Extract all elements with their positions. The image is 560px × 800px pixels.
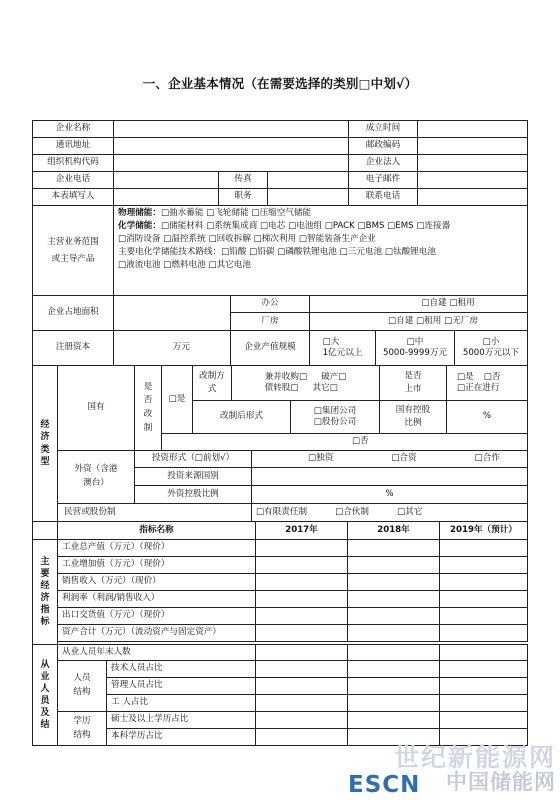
physical-storage-options: □抽水蓄能 □飞轮储能 □压缩空气储能	[160, 208, 312, 218]
indicator-value-cell	[347, 573, 440, 591]
indicator-row-label: 工业总产值（万元）（现价）	[57, 539, 256, 557]
email-label: 电子邮件	[348, 171, 418, 189]
indicator-row-label: 销售收入（万元）（现价）	[57, 573, 256, 591]
econ-type-section: 经济类型	[32, 365, 58, 522]
edu-structure-label: 学历结构	[57, 711, 107, 746]
indicator-value-cell	[255, 573, 348, 591]
tech-route-options-1: 主要电化学储能技术路线：□铅酸 □铅碳 □磷酸铁锂电池 □三元电池 □钛酸锂电池	[118, 246, 436, 257]
email-value	[417, 171, 528, 189]
method-bankruptcy: 破产□	[321, 371, 347, 382]
method-merger: 兼并收购□	[264, 371, 308, 382]
private-label: 民营或股份制	[57, 503, 252, 522]
post-reform-label: 改制后形式	[192, 400, 291, 434]
year-2017-header: 2017年	[255, 521, 348, 540]
land-area-label: 企业占地面积	[32, 295, 114, 331]
indicators-section: 主要经济指标	[32, 539, 58, 645]
share-company: □股份公司	[313, 416, 357, 427]
listed-options	[446, 365, 528, 401]
staff-section: 从业人员及结	[32, 644, 58, 746]
year-end-2017	[255, 644, 348, 661]
year-2018-header: 2018年	[347, 521, 440, 540]
staff-value-cell	[255, 694, 348, 712]
established-label: 成立时间	[348, 120, 418, 138]
phone-label: 企业电话	[32, 171, 114, 189]
private-other: □其它	[397, 506, 423, 517]
postcode-value	[417, 137, 528, 155]
year-end-staff-label: 从业人员年末人数	[57, 644, 256, 661]
scale-small-checkbox: □小	[482, 336, 500, 347]
indicator-value-cell	[439, 624, 528, 642]
invest-coop: □合作	[474, 453, 500, 464]
scale-small-text: 5000万元以下	[462, 347, 520, 358]
office-label: 办公	[230, 295, 310, 313]
chemical-storage-options-1: □储能材料 □系统集成商 □电芯 □电池组 □PACK □BMS □EMS □连接器	[160, 220, 451, 231]
contact-phone-label: 联系电话	[348, 188, 418, 206]
watermark-cn: 世纪新能源网	[393, 743, 556, 772]
mgmt-ratio-label: 管理人员占比	[106, 677, 256, 695]
tech-ratio-label: 技术人员占比	[106, 660, 256, 678]
reformed-question: 是否改制	[134, 365, 162, 451]
scale-large-text: 1亿元以上	[322, 347, 363, 358]
tech-route-options-2: □液流电池 □燃料电池 □其它电池	[118, 259, 251, 270]
indicator-value-cell	[347, 624, 440, 642]
indicator-value-cell	[255, 556, 348, 574]
chemical-storage-options-2: □消防设备 □温控系统 □回收拆解 □梯次利用 □智能装备生产企业	[118, 233, 376, 244]
bachelor-ratio-label: 本科学历占比	[106, 728, 256, 746]
listed-yes: □是	[457, 371, 474, 382]
indicator-value-cell	[439, 607, 528, 625]
state-holding-ratio-value: %	[446, 400, 528, 434]
position-value	[267, 188, 349, 206]
staff-value-cell	[439, 660, 528, 678]
reformed-no: □否	[161, 433, 528, 451]
indicator-value-cell	[439, 590, 528, 608]
output-scale-large	[309, 330, 376, 366]
filler-label: 本表填写人	[32, 188, 114, 206]
foreign-label: 外资（含港澳台）	[57, 450, 135, 504]
scale-large-checkbox: □大	[322, 336, 340, 347]
master-ratio-label: 硕士及以上学历占比	[106, 711, 256, 729]
indicator-name-header: 指标名称	[57, 521, 256, 540]
source-country-value	[251, 467, 528, 486]
indicator-row-label: 工业增加值（万元）（现价）	[57, 556, 256, 574]
invest-joint: □合资	[391, 453, 417, 464]
physical-storage-heading: 物理储能：	[118, 208, 161, 218]
method-debt-equity: 债转股□	[264, 382, 299, 393]
output-scale-medium	[375, 330, 455, 366]
state-holding-ratio-label: 国有控股比例	[379, 400, 447, 434]
indicator-row-label: 资产合计（万元）（流动资产与固定资产）	[57, 624, 256, 642]
indicator-value-cell	[255, 607, 348, 625]
staff-value-cell	[347, 694, 440, 712]
indicators-header-spacer	[32, 521, 58, 540]
year-end-2019	[439, 644, 528, 661]
position-label: 职务	[218, 188, 268, 206]
land-area-value	[113, 295, 231, 331]
plant-options: □自建 □租用 □无厂房	[309, 312, 528, 331]
staff-value-cell	[255, 728, 348, 746]
page-title: 一、企业基本情况（在需要选择的类别□中划√）	[142, 76, 418, 91]
indicator-value-cell	[255, 539, 348, 557]
method-other: 其它□	[312, 382, 338, 393]
staff-value-cell	[439, 694, 528, 712]
indicator-value-cell	[347, 590, 440, 608]
private-options	[251, 503, 528, 522]
invest-sole: □独资	[308, 453, 334, 464]
staff-value-cell	[439, 677, 528, 695]
source-country-label: 投资来源国别	[134, 467, 252, 486]
year-end-2018	[347, 644, 440, 661]
filler-value	[113, 188, 219, 206]
watermark-cn2: 中国储能网	[446, 770, 556, 794]
staff-value-cell	[255, 677, 348, 695]
indicator-row-label: 出口交货值（万元）（现价）	[57, 607, 256, 625]
invest-form-options	[251, 450, 528, 468]
invest-form-label: 投资形式（□前划√）	[134, 450, 252, 468]
indicator-value-cell	[439, 539, 528, 557]
address-label: 通讯地址	[32, 137, 114, 155]
fax-value	[267, 171, 349, 189]
watermark-logo: ESCN	[348, 772, 421, 798]
indicator-value-cell	[439, 556, 528, 574]
staff-value-cell	[439, 728, 528, 746]
private-partnership: □合伙制	[335, 506, 369, 517]
staff-structure-label: 人员结构	[57, 660, 107, 712]
chemical-storage-heading: 化学储能：	[118, 220, 161, 231]
indicator-value-cell	[255, 624, 348, 642]
business-options	[113, 205, 528, 296]
indicator-value-cell	[347, 607, 440, 625]
scale-medium-checkbox: □中	[406, 336, 424, 347]
indicator-value-cell	[439, 573, 528, 591]
post-reform-options	[290, 400, 380, 434]
reformed-yes: □是	[161, 365, 193, 434]
established-value	[417, 120, 528, 138]
staff-value-cell	[347, 677, 440, 695]
legal-person-value	[417, 154, 528, 172]
indicator-row-label: 利润率（利润/销售收入）	[57, 590, 256, 608]
indicator-value-cell	[255, 590, 348, 608]
indicator-value-cell	[347, 556, 440, 574]
plant-label: 厂房	[230, 312, 310, 331]
fax-label: 传真	[218, 171, 268, 189]
output-scale-label: 企业产值规模	[230, 330, 310, 366]
company-name-value	[113, 120, 349, 138]
listed-ongoing: □正在进行	[457, 382, 500, 393]
staff-value-cell	[255, 660, 348, 678]
worker-ratio-label: 工 人占比	[106, 694, 256, 712]
staff-value-cell	[347, 660, 440, 678]
listed-label: 是否上市	[379, 365, 447, 401]
org-code-label: 组织机构代码	[32, 154, 114, 172]
company-name-label: 企业名称	[32, 120, 114, 138]
private-limited: □有限责任制	[256, 506, 308, 517]
registered-capital-label: 注册资本	[32, 330, 114, 366]
address-value	[113, 137, 349, 155]
phone-value	[113, 171, 219, 189]
registered-capital-value	[113, 330, 231, 366]
contact-phone-value	[417, 188, 528, 206]
business-label: 主营业务范围或主导产品	[32, 205, 114, 296]
capital-unit: 万元	[172, 342, 190, 353]
staff-value-cell	[347, 711, 440, 729]
year-2019-header: 2019年（预计）	[439, 521, 528, 540]
listed-no: □否	[483, 371, 501, 382]
staff-value-cell	[255, 711, 348, 729]
legal-person-label: 企业法人	[348, 154, 418, 172]
group-company: □集团公司	[313, 405, 357, 416]
indicator-value-cell	[347, 539, 440, 557]
state-owned-label: 国有	[57, 365, 135, 451]
staff-value-cell	[439, 711, 528, 729]
output-scale-small	[454, 330, 528, 366]
reform-method-options	[231, 365, 380, 401]
reform-method-label: 改制方式	[192, 365, 232, 401]
org-code-value	[113, 154, 349, 172]
foreign-ratio-value: %	[251, 485, 528, 504]
office-options: □自建 □租用	[309, 295, 528, 313]
foreign-ratio-label: 外资控股比例	[134, 485, 252, 504]
postcode-label: 邮政编码	[348, 137, 418, 155]
staff-value-cell	[347, 728, 440, 746]
scale-medium-text: 5000-9999万元	[382, 347, 448, 358]
